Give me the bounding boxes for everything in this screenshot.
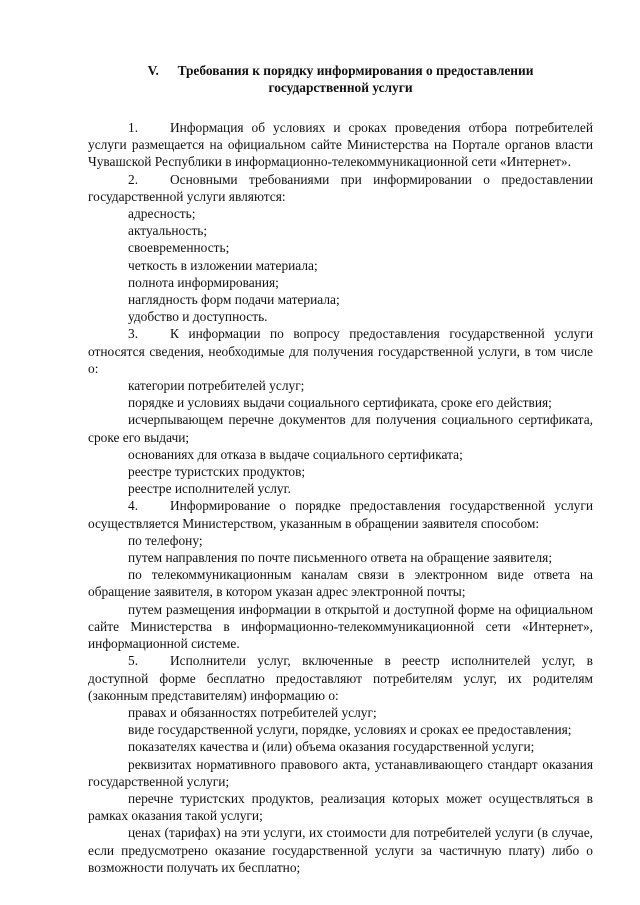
list-item: категории потребителей услуг; bbox=[128, 378, 305, 394]
paragraph-number: 4. bbox=[128, 498, 139, 514]
section-title-line1: Требования к порядку информирования о предоставлении bbox=[177, 63, 534, 78]
list-item: удобство и доступность. bbox=[128, 309, 268, 325]
paragraph-number: 1. bbox=[128, 120, 139, 135]
paragraph-text: Информирование о порядке предоставления государственной услуги осуществляется Министерством, указанным в обращении заявителя способом: bbox=[88, 498, 593, 531]
list-item: основаниях для отказа в выдаче социального сертификата; bbox=[128, 446, 463, 462]
paragraph-text: Основными требованиями при информировании о предоставлении государственной услуги являются: bbox=[88, 171, 593, 204]
paragraph-5 bbox=[88, 652, 593, 704]
paragraph-2 bbox=[88, 171, 593, 205]
section-number: V. bbox=[147, 63, 159, 78]
list-item: виде государственной услуги, порядке, условиях и сроках ее предоставления; bbox=[128, 722, 572, 738]
section-heading bbox=[88, 62, 593, 96]
list-item: адресность; bbox=[128, 206, 196, 222]
list-item: исчерпывающем перечне документов для получения социального сертификата, сроке его выдачи; bbox=[88, 412, 593, 445]
list-item: порядке и условиях выдачи социального сертификата, сроке его действия; bbox=[128, 395, 552, 411]
paragraph-text: Информация об условиях и сроках проведения отбора потребителей услуги размещается на официальном сайте Министерства на Портале органов власти Чувашской Республики в информационно-телекоммуникационной сети «Интернет». bbox=[88, 120, 593, 170]
list-item: полнота информирования; bbox=[128, 274, 279, 290]
list-item: ценах (тарифах) на эти услуги, их стоимости для потребителей услуги (в случае, если предусмотрено оказание государственной услуги за частичную плату) либо о возможности получать их бесплатно; bbox=[88, 825, 593, 875]
paragraph-3 bbox=[88, 325, 593, 377]
list-item: перечне туристских продуктов, реализация которых может осуществляться в рамках оказания такой услуги; bbox=[88, 790, 593, 824]
list-item: путем направления по почте письменного ответа на обращение заявителя; bbox=[128, 550, 553, 566]
list-item: правах и обязанностях потребителей услуг; bbox=[128, 704, 377, 720]
list-item: актуальность; bbox=[128, 223, 208, 239]
document-page bbox=[88, 62, 593, 876]
list-item: реестре исполнителей услуг. bbox=[128, 481, 291, 497]
paragraph-4 bbox=[88, 497, 593, 531]
section-title-line2: государственной услуги bbox=[268, 80, 413, 95]
paragraph-text: Исполнители услуг, включенные в реестр исполнителей услуг, в доступной форме бесплатно предоставляют потребителям услуг, их родителям (законным представителям) информацию о: bbox=[88, 653, 593, 703]
paragraph-1 bbox=[88, 119, 593, 171]
list-item: показателях качества и (или) объема оказания государственной услуги; bbox=[128, 739, 535, 755]
list-item: наглядность форм подачи материала; bbox=[128, 292, 340, 308]
paragraph-number: 3. bbox=[128, 326, 139, 342]
document-body bbox=[88, 119, 593, 876]
paragraph-text: К информации по вопросу предоставления государственной услуги относятся сведения, необходимые для получения государственной услуги, в том числе о: bbox=[88, 326, 593, 376]
list-item: по телекоммуникационным каналам связи в электронном виде ответа на обращение заявителя, в котором указан адрес электронной почты; bbox=[88, 567, 593, 600]
list-item: реквизитах нормативного правового акта, устанавливающего стандарт оказания государственной услуги; bbox=[88, 756, 593, 789]
list-item: четкость в изложении материала; bbox=[128, 257, 318, 273]
paragraph-number: 5. bbox=[128, 653, 139, 669]
list-item: путем размещения информации в открытой и доступной форме на официальном сайте Министерства в информационно-телекоммуникационной сети «Интернет», информационной системе. bbox=[88, 601, 593, 652]
list-item: по телефону; bbox=[128, 532, 203, 548]
list-item: реестре туристских продуктов; bbox=[128, 464, 306, 480]
list-item: своевременность; bbox=[128, 240, 230, 256]
paragraph-number: 2. bbox=[128, 171, 139, 187]
